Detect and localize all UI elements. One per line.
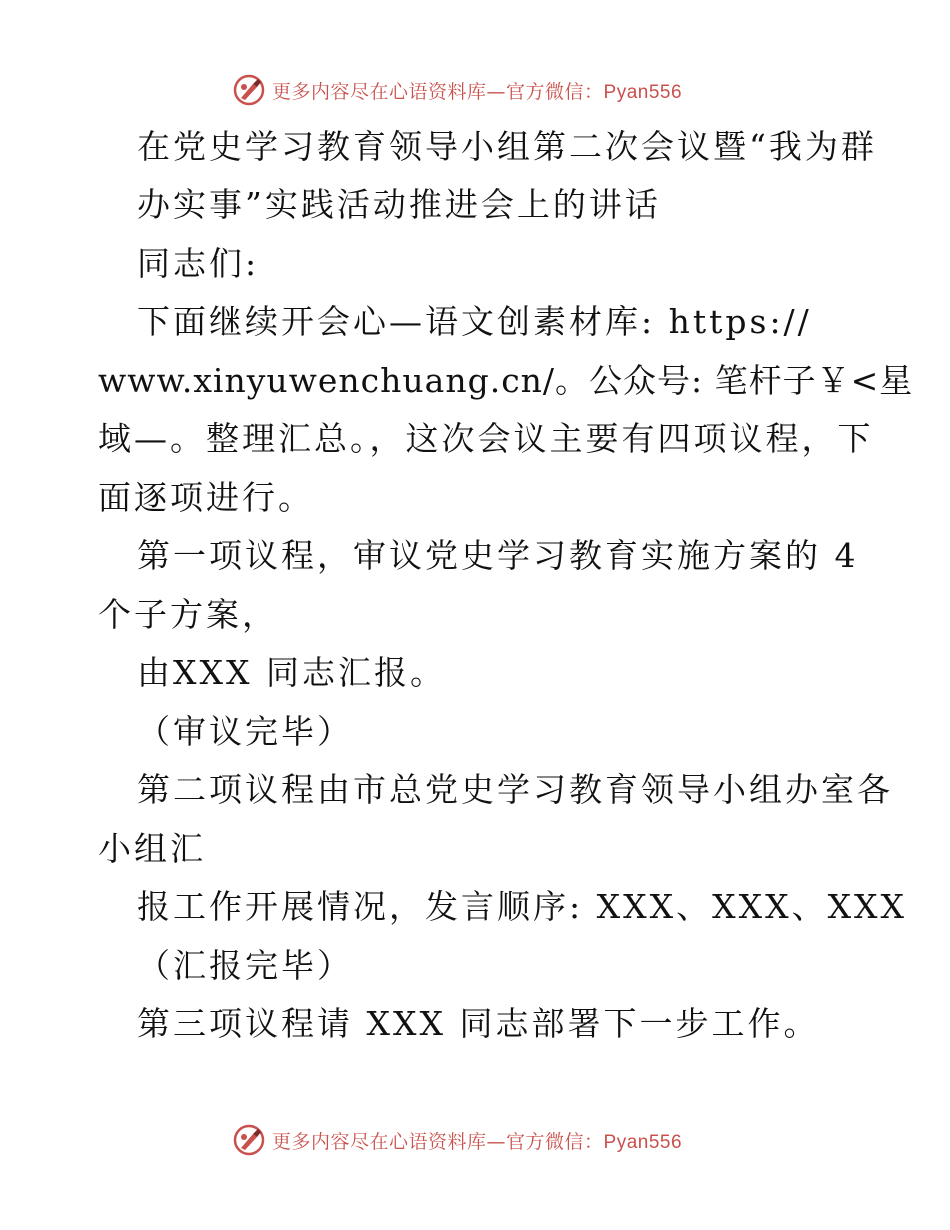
paragraph-line: 下面继续开会心—语文创素材库: https:// xyxy=(137,302,812,341)
paragraph-line: （汇报完毕） xyxy=(137,946,353,985)
watermark-label: 更多内容尽在心语资料库—官方微信：Pyan556 xyxy=(272,80,683,103)
agenda-item-2: 第二项议程由市总党史学习教育领导小组办室各 xyxy=(137,770,893,809)
paragraph-line: 面逐项进行。 xyxy=(98,478,314,517)
footer-watermark xyxy=(232,1122,682,1158)
pen-logo-icon xyxy=(232,1123,266,1157)
title-line-1: 在党史学习教育领导小组第二次会议暨“我为群 xyxy=(137,127,877,166)
paragraph-line: 小组汇 xyxy=(98,829,206,868)
title-line-2: 办实事”实践活动推进会上的讲话 xyxy=(137,185,661,224)
watermark-label: 更多内容尽在心语资料库—官方微信：Pyan556 xyxy=(272,1130,683,1153)
pen-logo-icon xyxy=(232,73,266,107)
paragraph-line: 个子方案， xyxy=(98,595,278,634)
paragraph-line: 由XXX 同志汇报。 xyxy=(137,653,446,692)
paragraph-line: www.xinyuwenchuang.cn/。公众号: 笔杆子￥<星 xyxy=(98,361,914,400)
paragraph-line: （审议完毕） xyxy=(137,712,353,751)
agenda-item-3: 第三项议程请 XXX 同志部署下一步工作。 xyxy=(137,1004,820,1043)
paragraph-line: 报工作开展情况，发言顺序: XXX、XXX、XXX xyxy=(137,887,908,926)
header-watermark xyxy=(232,72,682,108)
agenda-item-1: 第一项议程，审议党史学习教育实施方案的 4 xyxy=(137,536,859,575)
salutation: 同志们: xyxy=(137,244,260,283)
paragraph-line: 域—。整理汇总。，这次会议主要有四项议程，下 xyxy=(98,419,874,458)
